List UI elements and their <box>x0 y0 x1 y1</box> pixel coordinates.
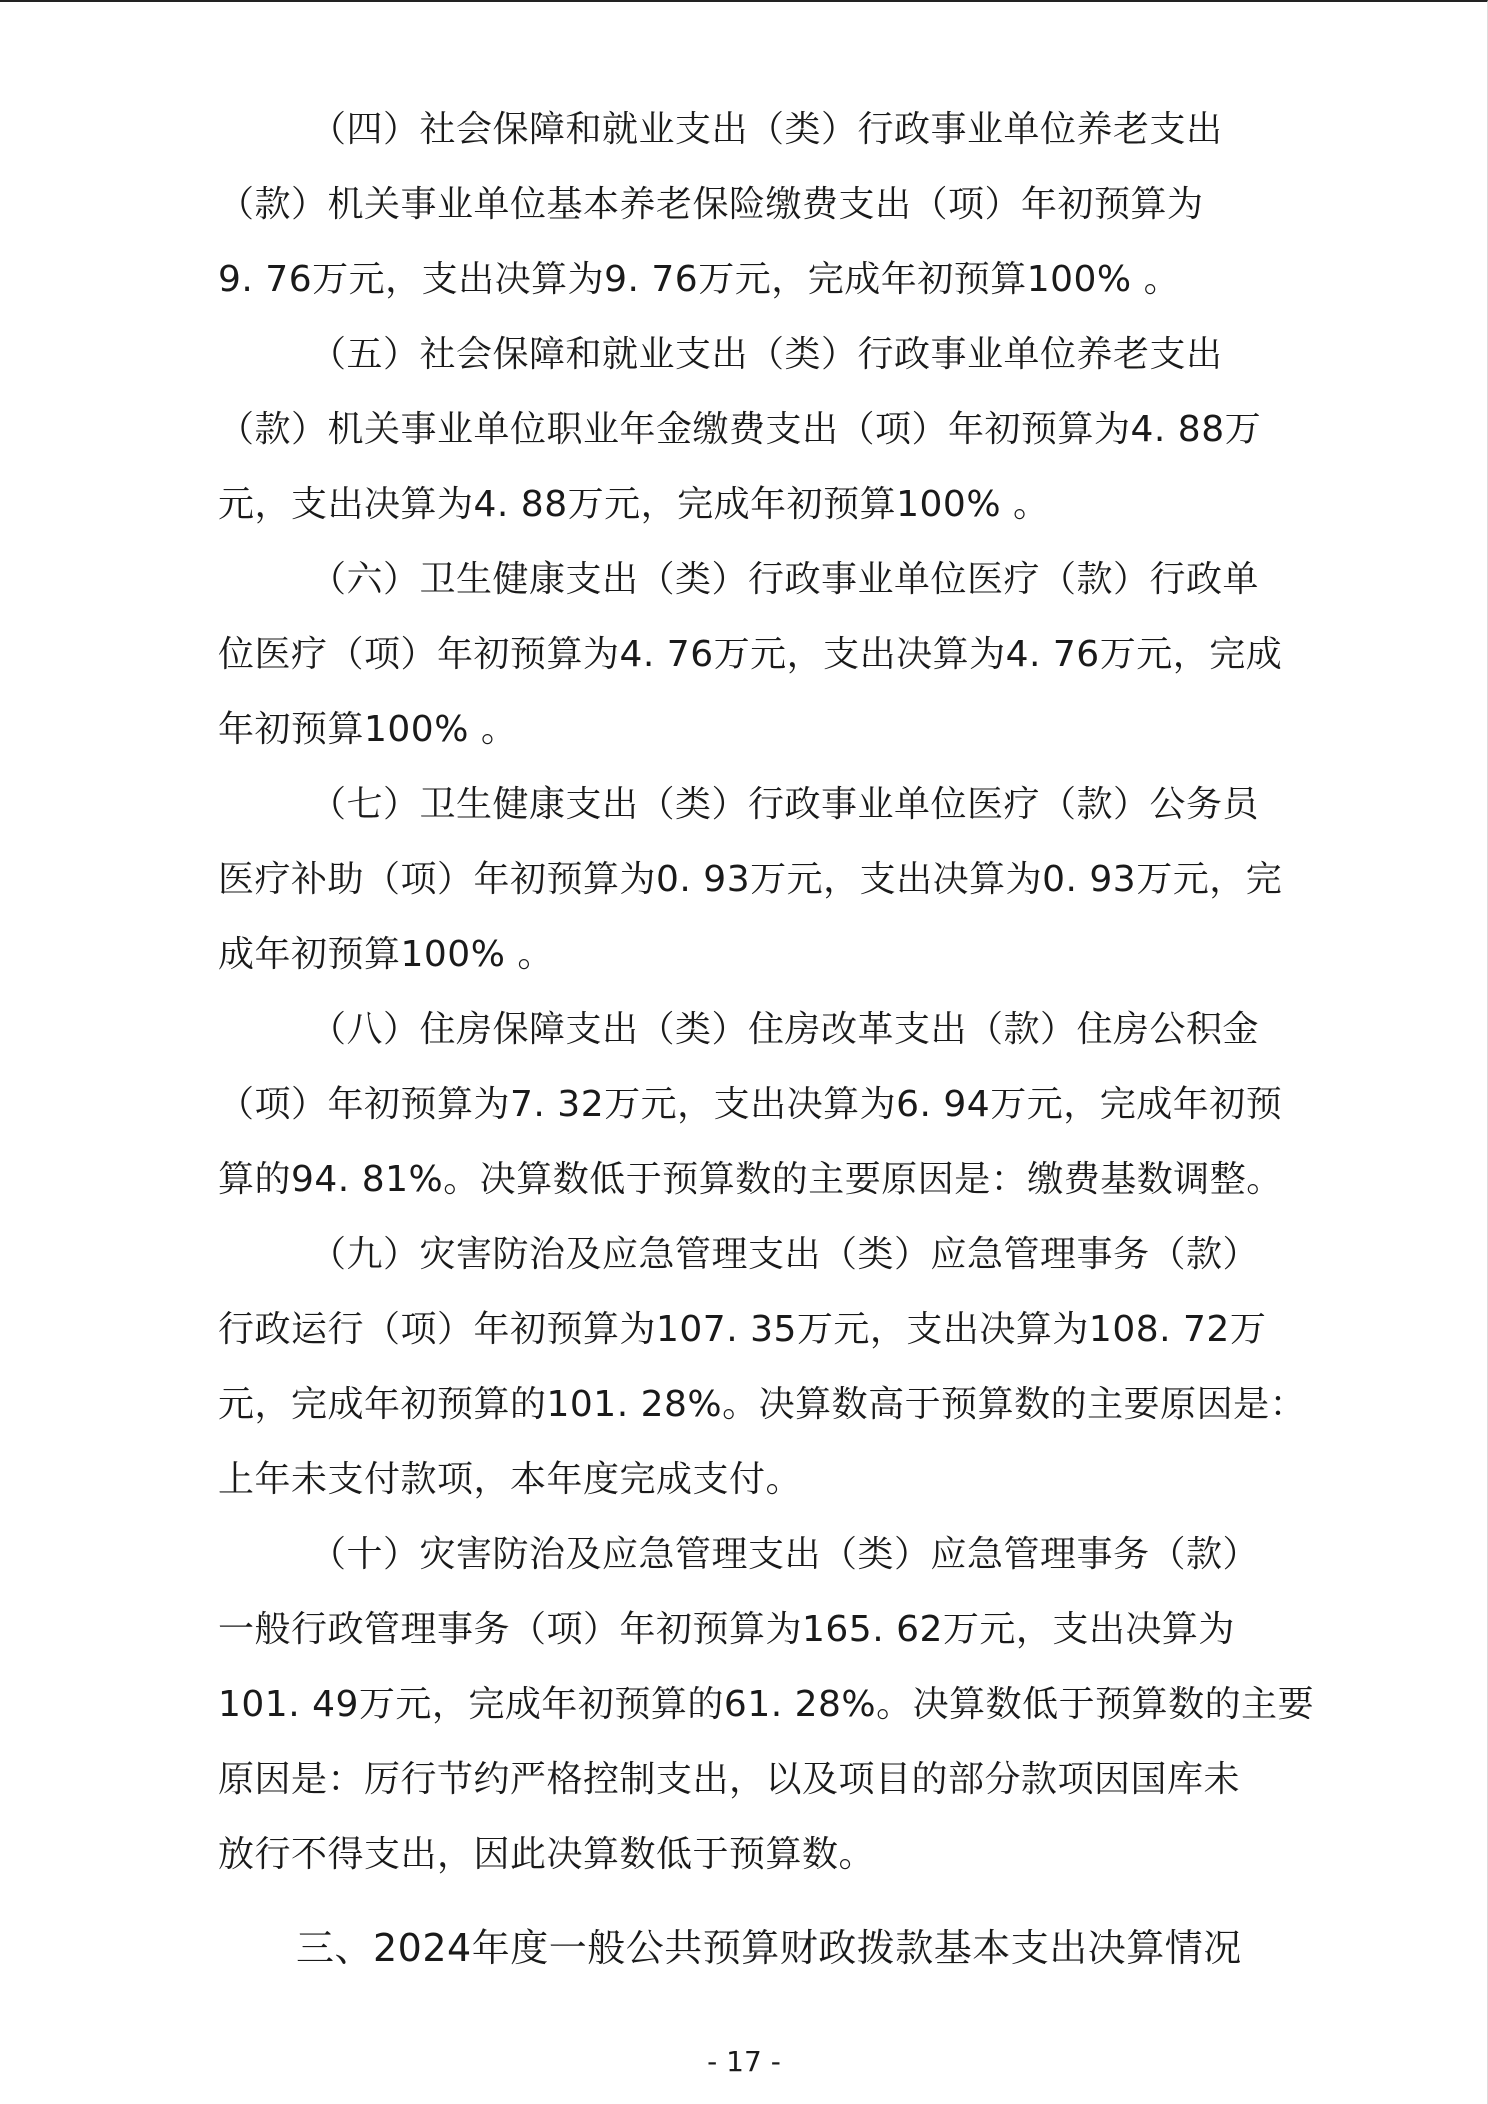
paragraph-line: （款）机关事业单位基本养老保险缴费支出（项）年初预算为 <box>218 184 1204 225</box>
paragraph-line: （八）住房保障支出（类）住房改革支出（款）住房公积金 <box>310 1009 1260 1050</box>
paragraph-line: （款）机关事业单位职业年金缴费支出（项）年初预算为4. 88万 <box>218 409 1262 450</box>
paragraph-line: 位医疗（项）年初预算为4. 76万元，支出决算为4. 76万元，完成 <box>218 634 1283 675</box>
paragraph-line: 原因是：厉行节约严格控制支出，以及项目的部分款项因国库未 <box>218 1759 1241 1800</box>
paragraph-line: 放行不得支出，因此决算数低于预算数。 <box>218 1834 876 1875</box>
paragraph-line: （十）灾害防治及应急管理支出（类）应急管理事务（款） <box>310 1534 1260 1575</box>
paragraph-line: （七）卫生健康支出（类）行政事业单位医疗（款）公务员 <box>310 784 1260 825</box>
paragraph-line: （四）社会保障和就业支出（类）行政事业单位养老支出 <box>310 109 1223 150</box>
section-heading: 三、2024年度一般公共预算财政拨款基本支出决算情况 <box>296 1926 1242 1970</box>
paragraph-line: （项）年初预算为7. 32万元，支出决算为6. 94万元，完成年初预 <box>218 1084 1283 1125</box>
paragraph-line: 算的94. 81%。决算数低于预算数的主要原因是：缴费基数调整。 <box>218 1159 1283 1200</box>
page-number: - 17 - <box>707 2045 781 2078</box>
paragraph-line: 上年未支付款项，本年度完成支付。 <box>218 1459 803 1500</box>
paragraph-line: 医疗补助（项）年初预算为0. 93万元，支出决算为0. 93万元，完 <box>218 859 1283 900</box>
paragraph-line: （六）卫生健康支出（类）行政事业单位医疗（款）行政单 <box>310 559 1260 600</box>
paragraph-line: 一般行政管理事务（项）年初预算为165. 62万元，支出决算为 <box>218 1609 1235 1650</box>
paragraph-line: 年初预算100% 。 <box>218 709 518 750</box>
paragraph-line: （五）社会保障和就业支出（类）行政事业单位养老支出 <box>310 334 1223 375</box>
paragraph-line: 行政运行（项）年初预算为107. 35万元，支出决算为108. 72万 <box>218 1309 1267 1350</box>
paragraph-line: 101. 49万元，完成年初预算的61. 28%。决算数低于预算数的主要 <box>218 1684 1315 1725</box>
paragraph-line: 9. 76万元，支出决算为9. 76万元，完成年初预算100% 。 <box>218 259 1181 300</box>
paragraph-line: 元，完成年初预算的101. 28%。决算数高于预算数的主要原因是： <box>218 1384 1307 1425</box>
paragraph-line: 元，支出决算为4. 88万元，完成年初预算100% 。 <box>218 484 1050 525</box>
paragraph-line: 成年初预算100% 。 <box>218 934 554 975</box>
paragraph-line: （九）灾害防治及应急管理支出（类）应急管理事务（款） <box>310 1234 1260 1275</box>
